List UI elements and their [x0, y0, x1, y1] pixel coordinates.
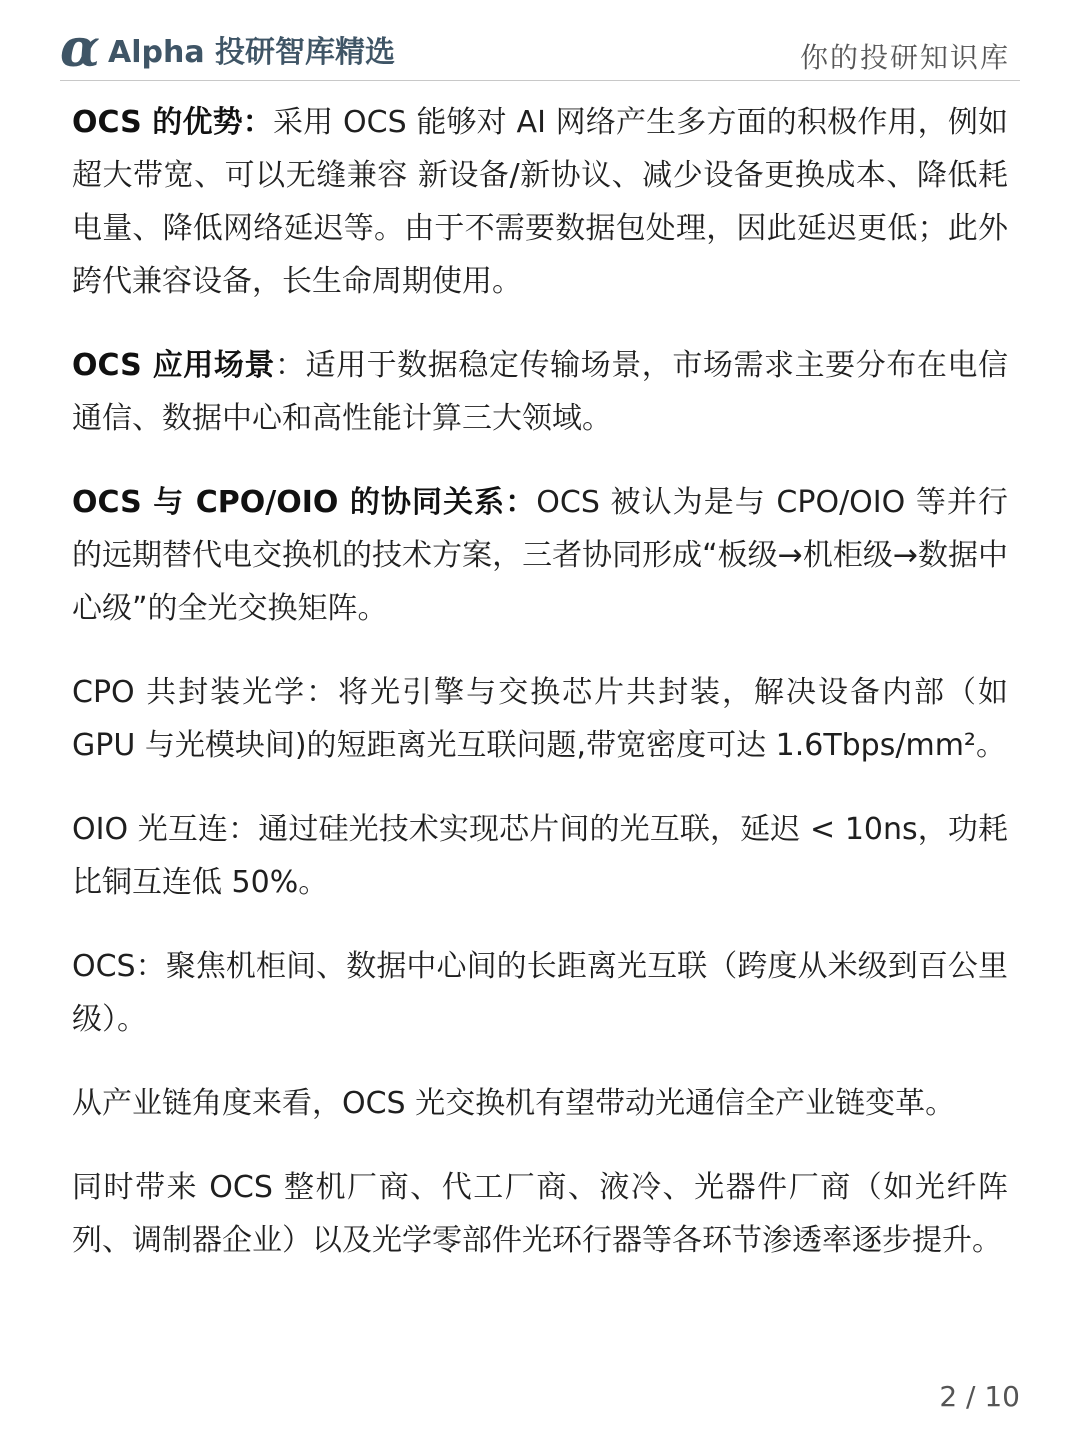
- page-number: 2 / 10: [939, 1380, 1020, 1413]
- paragraph-lead: OCS 应用场景: [72, 348, 275, 383]
- paragraph-ocs-synergy: [72, 476, 1008, 635]
- paragraph-text: 从产业链角度来看，OCS 光交换机有望带动光通信全产业链变革。: [72, 1086, 956, 1121]
- paragraph-cpo: [72, 666, 1008, 772]
- page-header: [60, 18, 1020, 81]
- paragraph-lead: OCS 的优势：: [72, 105, 273, 140]
- alpha-logo-icon: α: [60, 18, 101, 79]
- paragraph-text: CPO 共封装光学：将光引擎与交换芯片共封装，解决设备内部（如 GPU 与光模块间)的短距离光互联问题,带宽密度可达 1.6Tbps/mm²。: [72, 675, 1008, 763]
- paragraph-penetration: [72, 1161, 1008, 1267]
- paragraph-industry-chain: [72, 1077, 1008, 1130]
- paragraph-oio: [72, 803, 1008, 909]
- paragraph-ocs-advantages: [72, 96, 1008, 308]
- header-tagline: 你的投研知识库: [799, 41, 1010, 74]
- paragraph-lead: OCS 与 CPO/OIO 的协同关系：: [72, 485, 537, 520]
- brand-name: Alpha 投研智库精选: [108, 35, 396, 70]
- paragraph-text: OIO 光互连：通过硅光技术实现芯片间的光互联，延迟 < 10ns，功耗比铜互连低 50%。: [72, 812, 1008, 900]
- paragraph-text: 采用 OCS 能够对 AI 网络产生多方面的积极作用，例如超大带宽、可以无缝兼容 新设备/新协议、减少设备更换成本、降低耗电量、降低网络延迟等。由于不需要数据包处理，因此延迟更低；此外跨代兼容设备，长生命周期使用。: [72, 105, 1008, 299]
- article-body: [72, 96, 1008, 1298]
- paragraph-ocs-focus: [72, 940, 1008, 1046]
- paragraph-text: OCS 被认为是与 CPO/OIO 等并行的远期替代电交换机的技术方案，三者协同形成“板级→机柜级→数据中心级”的全光交换矩阵。: [72, 485, 1008, 626]
- brand-logo: [60, 18, 396, 79]
- paragraph-text: OCS：聚焦机柜间、数据中心间的长距离光互联（跨度从米级到百公里级）。: [72, 949, 1008, 1037]
- paragraph-text: 同时带来 OCS 整机厂商、代工厂商、液冷、光器件厂商（如光纤阵列、调制器企业）以及光学零部件光环行器等各环节渗透率逐步提升。: [72, 1170, 1008, 1258]
- paragraph-text: ：适用于数据稳定传输场景，市场需求主要分布在电信通信、数据中心和高性能计算三大领域。: [72, 348, 1008, 436]
- paragraph-ocs-scenarios: [72, 339, 1008, 445]
